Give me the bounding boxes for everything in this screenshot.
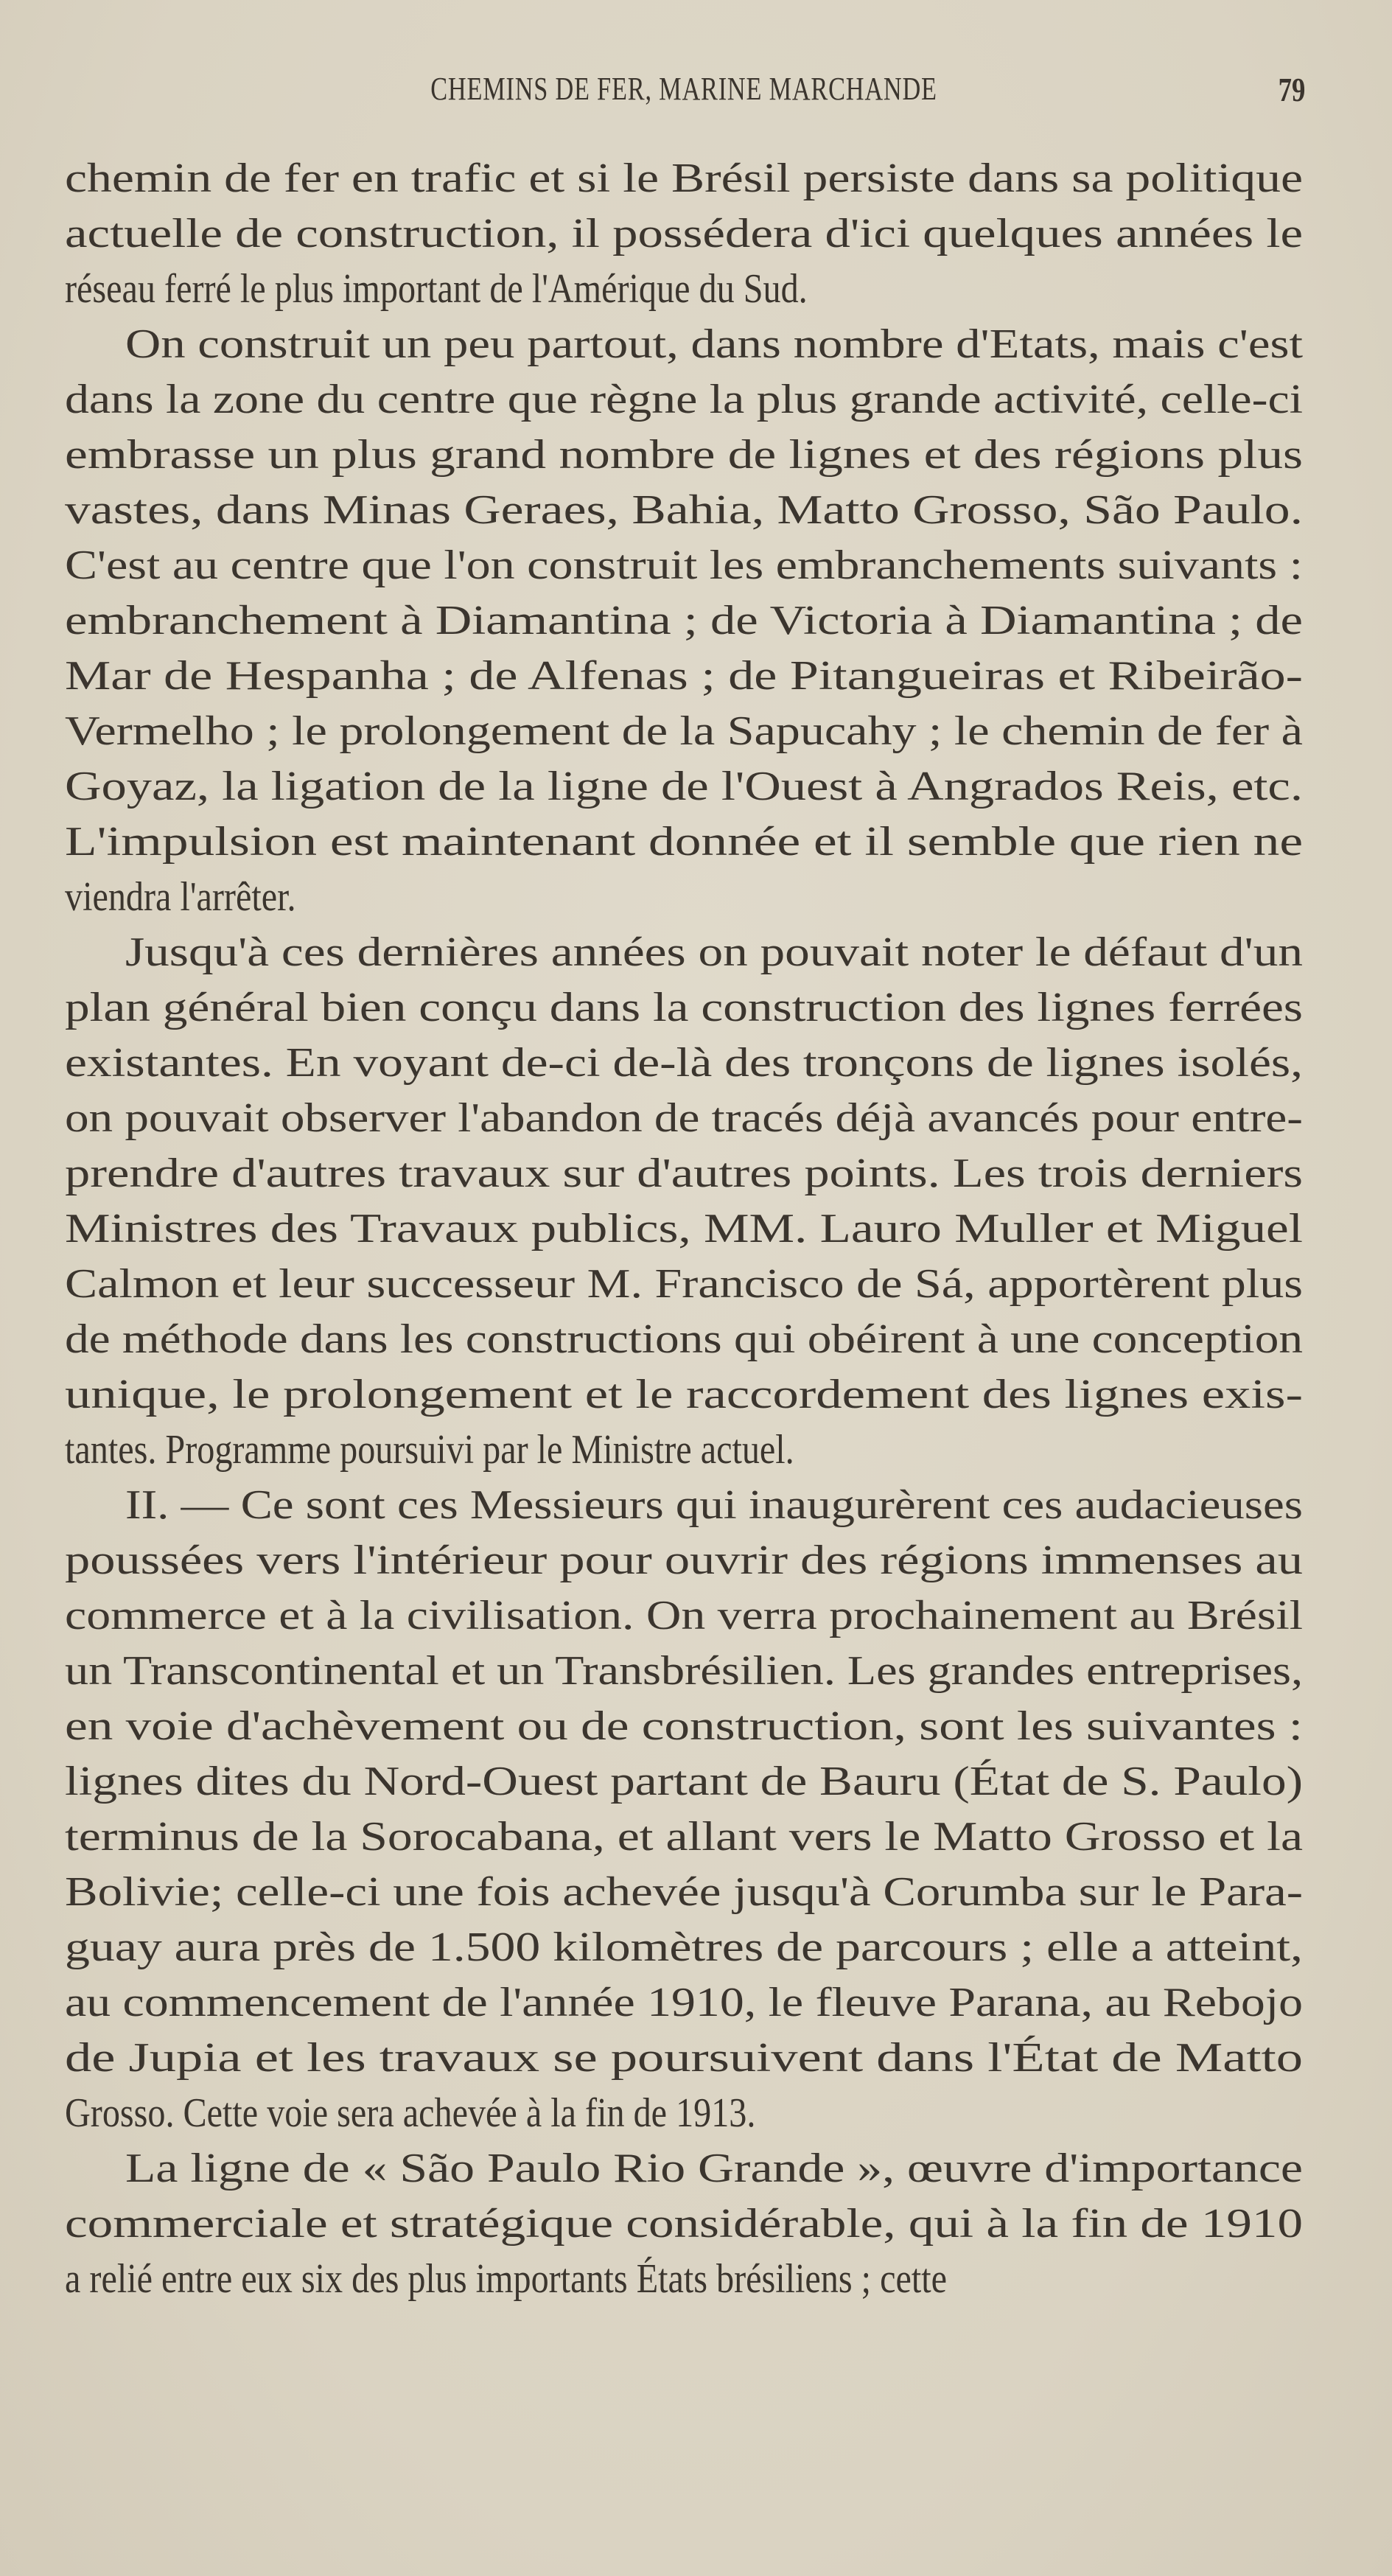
paragraph bbox=[65, 151, 1303, 317]
text-line-content: guay aura près de 1.500 kilomètres de parcours ; elle a atteint, bbox=[65, 1924, 1303, 1970]
text-line-content: prendre d'autres travaux sur d'autres points. Les trois derniers bbox=[65, 1151, 1303, 1196]
text-line bbox=[65, 1423, 1303, 1478]
text-line bbox=[65, 1091, 1303, 1146]
text-line-content: a relié entre eux six des plus importants États brésiliens ; cette bbox=[65, 2256, 947, 2302]
text-line bbox=[65, 427, 1303, 483]
text-line bbox=[65, 2252, 1303, 2307]
text-line bbox=[65, 649, 1303, 704]
text-line-content: existantes. En voyant de-ci de-là des tronçons de lignes isolés, bbox=[65, 1040, 1303, 1086]
text-line-content: embranchement à Diamantina ; de Victoria à Diamantina ; de bbox=[65, 598, 1303, 643]
text-line-content: commerce et à la civilisation. On verra prochainement au Brésil bbox=[65, 1593, 1303, 1638]
text-line-content: on pouvait observer l'abandon de tracés déjà avancés pour entre- bbox=[65, 1095, 1303, 1141]
text-line bbox=[65, 151, 1303, 206]
text-line bbox=[65, 1478, 1303, 1533]
text-line-content: actuelle de construction, il possédera d'ici quelques années le bbox=[65, 211, 1303, 256]
text-line bbox=[65, 317, 1303, 372]
text-line-content: terminus de la Sorocabana, et allant vers le Matto Grosso et la bbox=[65, 1814, 1303, 1860]
text-line-content: Vermelho ; le prolongement de la Sapucahy ; le chemin de fer à bbox=[65, 708, 1303, 754]
paragraph bbox=[65, 1478, 1303, 2141]
text-line-content: lignes dites du Nord-Ouest partant de Bauru (État de S. Paulo) bbox=[65, 1759, 1303, 1804]
text-line bbox=[65, 1146, 1303, 1201]
text-line-content: L'impulsion est maintenant donnée et il semble que rien ne bbox=[65, 819, 1303, 865]
text-line-content: vastes, dans Minas Geraes, Bahia, Matto Grosso, São Paulo. bbox=[65, 487, 1303, 533]
text-line-content: C'est au centre que l'on construit les embranchements suivants : bbox=[65, 542, 1303, 588]
text-line bbox=[65, 372, 1303, 427]
body-text bbox=[65, 151, 1303, 2307]
text-line-content: de Jupia et les travaux se poursuivent dans l'État de Matto bbox=[65, 2035, 1303, 2081]
text-line-content: II. — Ce sont ces Messieurs qui inaugurèrent ces audacieuses bbox=[125, 1482, 1303, 1528]
text-line bbox=[65, 759, 1303, 814]
text-line bbox=[65, 2031, 1303, 2086]
text-line bbox=[65, 704, 1303, 759]
text-line-content: dans la zone du centre que règne la plus grande activité, celle-ci bbox=[65, 377, 1303, 422]
text-line bbox=[65, 870, 1303, 925]
text-line-content: réseau ferré le plus important de l'Amérique du Sud. bbox=[65, 266, 808, 312]
text-line-content: On construit un peu partout, dans nombre d'Etats, mais c'est bbox=[125, 321, 1303, 367]
paragraph bbox=[65, 317, 1303, 925]
text-line-content: Calmon et leur successeur M. Francisco de Sá, apportèrent plus bbox=[65, 1261, 1303, 1307]
text-line bbox=[65, 1036, 1303, 1091]
page-number: 79 bbox=[1278, 71, 1306, 108]
text-line-content: chemin de fer en trafic et si le Brésil persiste dans sa politique bbox=[65, 156, 1303, 201]
text-line bbox=[65, 1257, 1303, 1312]
text-line-content: Goyaz, la ligation de la ligne de l'Ouest à Angrados Reis, etc. bbox=[65, 764, 1303, 809]
text-line-content: Bolivie; celle-ci une fois achevée jusqu'à Corumba sur le Para- bbox=[65, 1869, 1303, 1915]
text-line bbox=[65, 538, 1303, 593]
paragraph bbox=[65, 2141, 1303, 2307]
text-line-content: unique, le prolongement et le raccordement des lignes exis- bbox=[65, 1372, 1303, 1417]
text-line bbox=[65, 1644, 1303, 1699]
text-line-content: Jusqu'à ces dernières années on pouvait noter le défaut d'un bbox=[125, 929, 1303, 975]
text-line-content: un Transcontinental et un Transbrésilien. Les grandes entreprises, bbox=[65, 1648, 1303, 1694]
text-line-content: La ligne de « São Paulo Rio Grande », œuvre d'importance bbox=[125, 2146, 1303, 2191]
text-line bbox=[65, 1809, 1303, 1865]
text-line bbox=[65, 1699, 1303, 1754]
text-line-content: Mar de Hespanha ; de Alfenas ; de Pitangueiras et Ribeirão- bbox=[65, 653, 1303, 699]
text-line bbox=[65, 483, 1303, 538]
text-line bbox=[65, 1754, 1303, 1809]
text-line bbox=[65, 814, 1303, 870]
text-line bbox=[65, 1312, 1303, 1367]
text-line bbox=[65, 980, 1303, 1036]
text-line-content: commerciale et stratégique considérable, qui à la fin de 1910 bbox=[65, 2201, 1303, 2247]
text-line-content: plan général bien conçu dans la construction des lignes ferrées bbox=[65, 985, 1303, 1030]
text-line bbox=[65, 2141, 1303, 2196]
text-line-content: de méthode dans les constructions qui obéirent à une conception bbox=[65, 1316, 1303, 1362]
running-head-title: CHEMINS DE FER, MARINE MARCHANDE bbox=[430, 71, 937, 107]
text-line bbox=[65, 593, 1303, 649]
text-line bbox=[65, 2196, 1303, 2252]
text-line bbox=[65, 1367, 1303, 1423]
text-line bbox=[65, 1975, 1303, 2031]
text-line bbox=[65, 1920, 1303, 1975]
text-line bbox=[65, 206, 1303, 262]
text-line-content: tantes. Programme poursuivi par le Ministre actuel. bbox=[65, 1427, 794, 1473]
text-line-content: poussées vers l'intérieur pour ouvrir des régions immenses au bbox=[65, 1537, 1304, 1583]
running-head bbox=[65, 70, 1306, 111]
text-line bbox=[65, 1588, 1303, 1644]
paragraph bbox=[65, 925, 1303, 1478]
text-line-content: en voie d'achèvement ou de construction, sont les suivantes : bbox=[65, 1703, 1303, 1749]
text-line bbox=[65, 925, 1303, 980]
text-line-content: Grosso. Cette voie sera achevée à la fin de 1913. bbox=[65, 2090, 756, 2136]
text-line bbox=[65, 1533, 1303, 1588]
text-line bbox=[65, 262, 1303, 317]
text-line bbox=[65, 1201, 1303, 1257]
text-line-content: Ministres des Travaux publics, MM. Lauro Muller et Miguel bbox=[65, 1206, 1303, 1252]
text-line bbox=[65, 2086, 1303, 2141]
text-line-content: au commencement de l'année 1910, le fleuve Parana, au Rebojo bbox=[65, 1980, 1303, 2025]
text-line-content: viendra l'arrêter. bbox=[65, 874, 296, 920]
text-line-content: embrasse un plus grand nombre de lignes et des régions plus bbox=[65, 432, 1304, 478]
text-line bbox=[65, 1865, 1303, 1920]
